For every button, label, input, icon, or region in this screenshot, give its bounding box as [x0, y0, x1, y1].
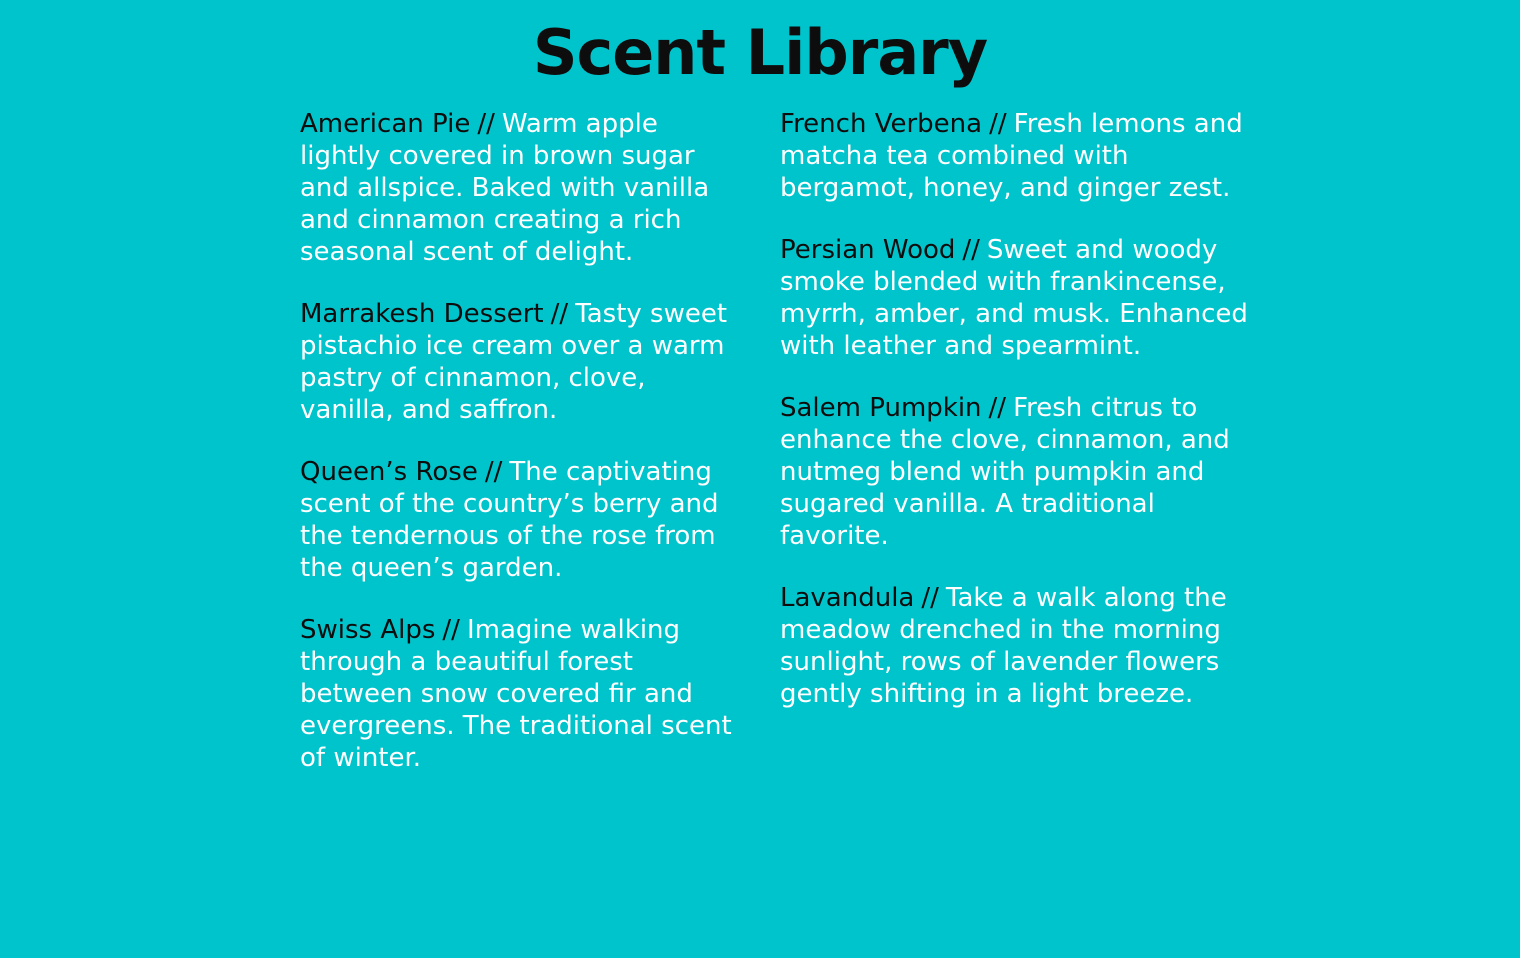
scent-description: Warm apple lightly covered in brown sugar and allspice. Baked with vanilla and cinnamon creating a rich seasonal scent of delight.: [300, 109, 710, 267]
scent-separator: //: [921, 583, 939, 613]
scent-entry-salem-pumpkin: [780, 392, 1258, 552]
scent-separator: //: [989, 109, 1007, 139]
page-title: Scent Library: [532, 16, 988, 89]
scent-name: Persian Wood: [780, 235, 956, 265]
scent-description: Tasty sweet pistachio ice cream over a warm pastry of cinnamon, clove, vanilla, and saffron.: [300, 299, 728, 425]
scent-entry-marrakesh-dessert: [300, 298, 732, 426]
scent-description: Imagine walking through a beautiful forest between snow covered fir and evergreens. The traditional scent of winter.: [300, 615, 732, 773]
scent-library-page: [0, 16, 1520, 958]
scent-entry-lavandula: [780, 582, 1258, 710]
scent-column-right: [780, 108, 1258, 804]
scent-entry-queens-rose: [300, 456, 732, 584]
scent-entry-persian-wood: [780, 234, 1258, 362]
scent-name: Salem Pumpkin: [780, 393, 982, 423]
scent-separator: //: [988, 393, 1007, 423]
scent-separator: //: [477, 109, 495, 139]
scent-separator: //: [442, 615, 460, 645]
scent-name: Queen’s Rose: [300, 457, 478, 487]
scent-description: Take a walk along the meadow drenched in the morning sunlight, rows of lavender flowers gently shifting in a light breeze.: [780, 583, 1227, 709]
scent-entry-american-pie: [300, 108, 732, 268]
scent-separator: //: [484, 457, 503, 487]
scent-description: Fresh citrus to enhance the clove, cinnamon, and nutmeg blend with pumpkin and sugared vanilla. A traditional favorite.: [780, 393, 1230, 551]
scent-name: Swiss Alps: [300, 615, 436, 645]
scent-name: French Verbena: [780, 109, 983, 139]
scent-separator: //: [962, 235, 980, 265]
scent-separator: //: [550, 299, 569, 329]
scent-name: American Pie: [300, 109, 471, 139]
scent-entry-french-verbena: [780, 108, 1258, 204]
scent-description: Fresh lemons and matcha tea combined with bergamot, honey, and ginger zest.: [780, 109, 1243, 203]
scent-description: Sweet and woody smoke blended with frankincense, myrrh, amber, and musk. Enhanced with leather and spearmint.: [780, 235, 1248, 361]
scent-columns: [0, 108, 1520, 804]
scent-name: Marrakesh Dessert: [300, 299, 544, 329]
scent-name: Lavandula: [780, 583, 915, 613]
scent-description: The captivating scent of the country’s berry and the tendernous of the rose from the queen’s garden.: [300, 457, 719, 583]
scent-column-left: [300, 108, 732, 804]
scent-entry-swiss-alps: [300, 614, 732, 774]
